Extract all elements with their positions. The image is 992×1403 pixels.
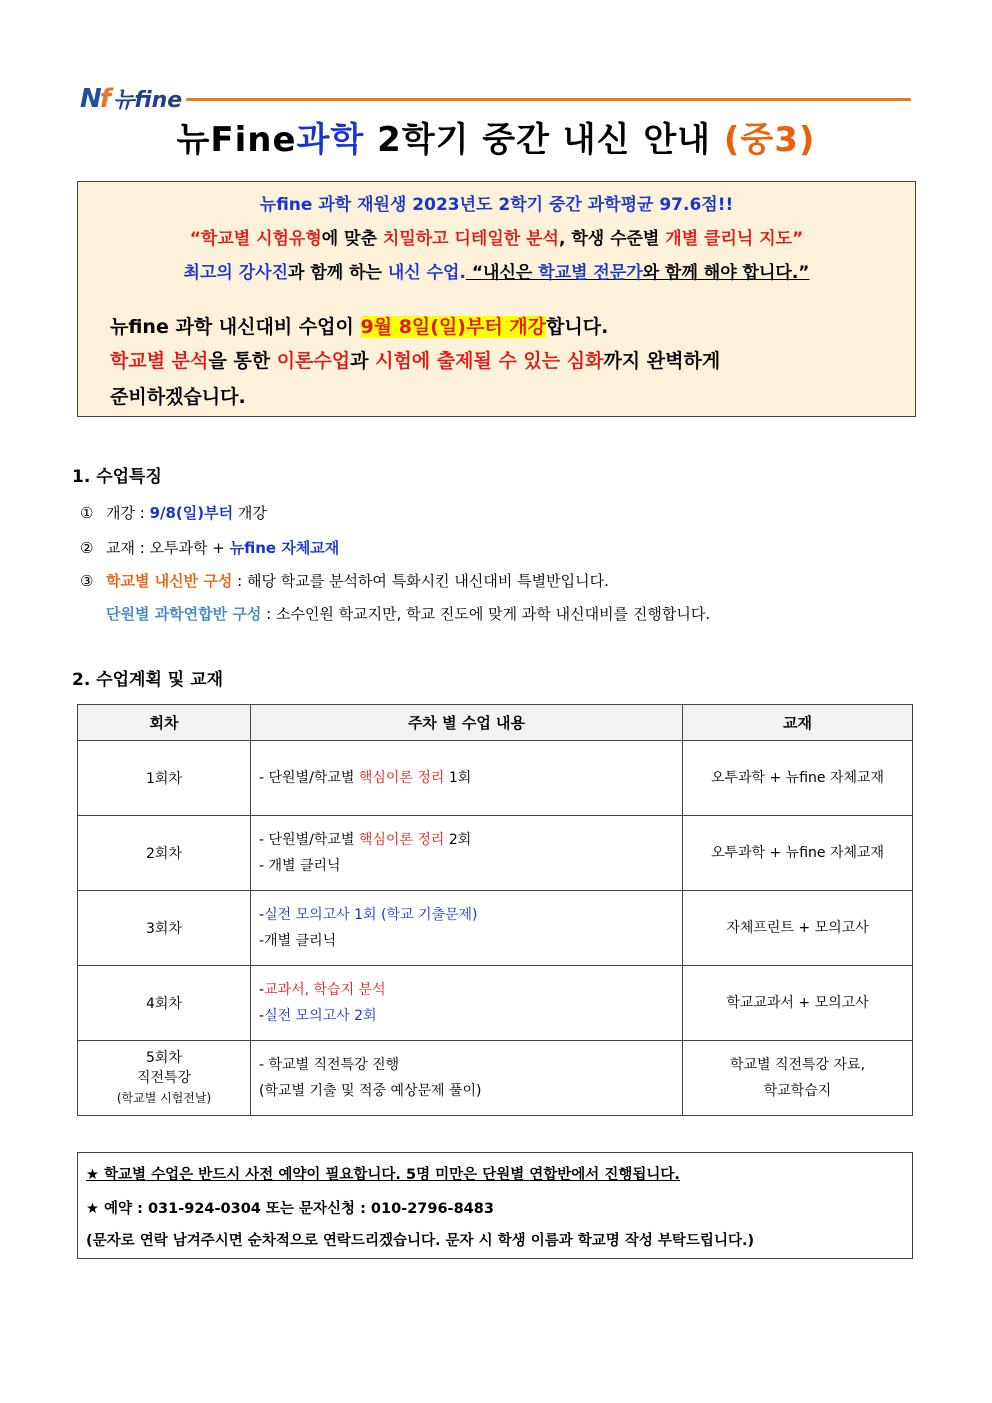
content-cell bbox=[251, 966, 683, 1041]
cell-text: 핵심이론 정리 bbox=[358, 770, 445, 786]
cell-text: 학교별 직전특강 자료, bbox=[729, 1057, 866, 1073]
notice-l3f: 와 함께 해야 합니다.” bbox=[642, 263, 810, 283]
notice-l3d: “내신은 bbox=[465, 263, 539, 283]
cell-text: - 단원별/학교별 bbox=[259, 770, 359, 786]
cell-text: - 단원별/학교별 bbox=[259, 832, 359, 848]
round-cell: 1회차 bbox=[78, 741, 251, 816]
notice-l3e: 학교별 전문가 bbox=[538, 263, 643, 283]
cell-text: - bbox=[259, 907, 265, 923]
schedule-table bbox=[77, 704, 913, 1116]
cell-text: 1회 bbox=[444, 770, 472, 786]
book-cell bbox=[683, 1041, 913, 1116]
feature-item-3 bbox=[80, 570, 609, 591]
cell-text: 학교학습지 bbox=[763, 1083, 832, 1099]
content-cell bbox=[251, 741, 683, 816]
cell-text: -개별 클리닉 bbox=[259, 933, 337, 949]
page-title bbox=[0, 112, 992, 161]
item-text: 학교별 내신반 구성 bbox=[106, 572, 233, 590]
round-cell: 2회차 bbox=[78, 816, 251, 891]
notice-l5f: 까지 완벽하게 bbox=[603, 350, 721, 372]
notice-line-3 bbox=[78, 258, 915, 283]
notice-line-5 bbox=[110, 346, 720, 373]
notice-box bbox=[77, 181, 916, 417]
logo-icon bbox=[80, 84, 109, 114]
item-text: 개강 : bbox=[106, 504, 150, 522]
cell-text: (학교별 시험전날) bbox=[116, 1091, 212, 1105]
cell-text: (학교별 기출 및 적중 예상문제 풀이) bbox=[259, 1083, 482, 1099]
content-cell bbox=[251, 1041, 683, 1116]
book-cell: 오투과학 + 뉴fine 자체교재 bbox=[683, 816, 913, 891]
book-cell: 자체프린트 + 모의고사 bbox=[683, 891, 913, 966]
notice-l4c: 합니다. bbox=[546, 316, 609, 338]
item-text: 9/8(일)부터 bbox=[149, 504, 234, 522]
notice-l5c: 이론수업 bbox=[276, 350, 351, 372]
item-num: ② bbox=[80, 539, 94, 557]
item-text: 개강 bbox=[233, 504, 267, 522]
content-cell bbox=[251, 816, 683, 891]
section-1-title: 1. 수업특징 bbox=[72, 467, 162, 487]
table-header-row bbox=[78, 705, 913, 741]
cell-text: 5회차 bbox=[146, 1050, 182, 1066]
notice-l5d: 과 bbox=[350, 350, 376, 372]
item-text: : 해당 학교를 분석하여 특화시킨 내신대비 특별반입니다. bbox=[232, 572, 609, 590]
logo-mark-n: N bbox=[80, 84, 100, 114]
cell-text: - bbox=[259, 982, 265, 998]
notice-l2c: 에 맞춘 bbox=[321, 229, 383, 249]
cell-text: 교과서, 학습지 분석 bbox=[264, 982, 386, 998]
title-part2: 과학 bbox=[296, 120, 365, 160]
item-text: 단원별 과학연합반 구성 bbox=[106, 605, 262, 623]
notice-l3-quote bbox=[466, 263, 810, 283]
feature-item-4 bbox=[106, 603, 710, 624]
quote-open: “ bbox=[189, 229, 201, 249]
column-header: 교재 bbox=[683, 705, 913, 741]
notice-l5e: 시험에 출제될 수 있는 심화 bbox=[375, 350, 604, 372]
feature-item-2 bbox=[80, 537, 339, 558]
cell-text: - bbox=[259, 1008, 265, 1024]
round-cell bbox=[78, 1041, 251, 1116]
quote-close: ” bbox=[792, 229, 804, 249]
book-cell: 오투과학 + 뉴fine 자체교재 bbox=[683, 741, 913, 816]
footer-line-3: (문자로 연락 남겨주시면 순차적으로 연락드리겠습니다. 문자 시 학생 이름과 학교명 작성 부탁드립니다.) bbox=[86, 1233, 755, 1249]
cell-text: - 학교별 직전특강 진행 bbox=[259, 1057, 400, 1073]
notice-l2d: 치밀하고 디테일한 분석 bbox=[382, 229, 559, 249]
cell-text: - 개별 클리닉 bbox=[259, 858, 341, 874]
round-cell: 3회차 bbox=[78, 891, 251, 966]
cell-text: 핵심이론 정리 bbox=[358, 832, 445, 848]
notice-l5a: 학교별 분석 bbox=[110, 350, 209, 372]
notice-l3a: 최고의 강사진 bbox=[183, 263, 288, 283]
section-2-title: 2. 수업계획 및 교재 bbox=[72, 670, 223, 690]
column-header: 주차 별 수업 내용 bbox=[251, 705, 683, 741]
notice-l3c: 내신 수업. bbox=[387, 263, 466, 283]
title-part3: 2학기 중간 내신 안내 bbox=[364, 120, 724, 160]
cell-text: 실전 모의고사 1회 (학교 기출문제) bbox=[264, 907, 478, 923]
table-row bbox=[78, 1041, 913, 1116]
notice-l2f: 개별 클리닉 지도 bbox=[665, 229, 793, 249]
title-grade: (중3) bbox=[723, 120, 816, 160]
notice-line-4 bbox=[110, 312, 608, 339]
item-num: ③ bbox=[80, 572, 94, 590]
header-divider bbox=[186, 98, 911, 101]
item-text: 뉴fine 자체교재 bbox=[229, 539, 340, 557]
notice-l3b: 과 함께 하는 bbox=[288, 263, 388, 283]
notice-l2e: , 학생 수준별 bbox=[558, 229, 666, 249]
round-cell: 4회차 bbox=[78, 966, 251, 1041]
column-header: 회차 bbox=[78, 705, 251, 741]
table-row bbox=[78, 966, 913, 1041]
notice-line-6: 준비하겠습니다. bbox=[110, 386, 246, 408]
book-cell: 학교교과서 + 모의고사 bbox=[683, 966, 913, 1041]
notice-line-1: 뉴fine 과학 재원생 2023년도 2학기 중간 과학평균 97.6점!! bbox=[259, 195, 734, 215]
table-row bbox=[78, 816, 913, 891]
notice-l4a: 뉴fine 과학 내신대비 수업이 bbox=[110, 316, 361, 338]
item-text: 교재 : 오투과학 + bbox=[106, 539, 230, 557]
table-row bbox=[78, 891, 913, 966]
cell-text: 2회 bbox=[444, 832, 472, 848]
title-part1: 뉴Fine bbox=[176, 120, 297, 160]
footer-box bbox=[77, 1152, 913, 1259]
content-cell bbox=[251, 891, 683, 966]
cell-text: 직전특강 bbox=[136, 1070, 192, 1086]
notice-l2b: 학교별 시험유형 bbox=[200, 229, 322, 249]
notice-l4b: 9월 8일(일)부터 개강 bbox=[360, 316, 547, 338]
item-text: : 소수인원 학교지만, 학교 진도에 맞게 과학 내신대비를 진행합니다. bbox=[261, 605, 711, 623]
cell-text: 실전 모의고사 2회 bbox=[264, 1008, 377, 1024]
item-num: ① bbox=[80, 504, 94, 522]
notice-l5b: 을 통한 bbox=[208, 350, 277, 372]
logo-text: 뉴fine bbox=[113, 88, 183, 113]
brand-logo bbox=[80, 80, 182, 114]
feature-item-1 bbox=[80, 502, 267, 523]
notice-line-2 bbox=[78, 224, 915, 249]
footer-line-1: ★ 학교별 수업은 반드시 사전 예약이 필요합니다. 5명 미만은 단원별 연합반에서 진행됩니다. bbox=[86, 1167, 680, 1183]
footer-line-2: ★ 예약 : 031-924-0304 또는 문자신청 : 010-2796-8483 bbox=[86, 1201, 494, 1217]
logo-mark-f: f bbox=[99, 84, 110, 114]
table-row bbox=[78, 741, 913, 816]
